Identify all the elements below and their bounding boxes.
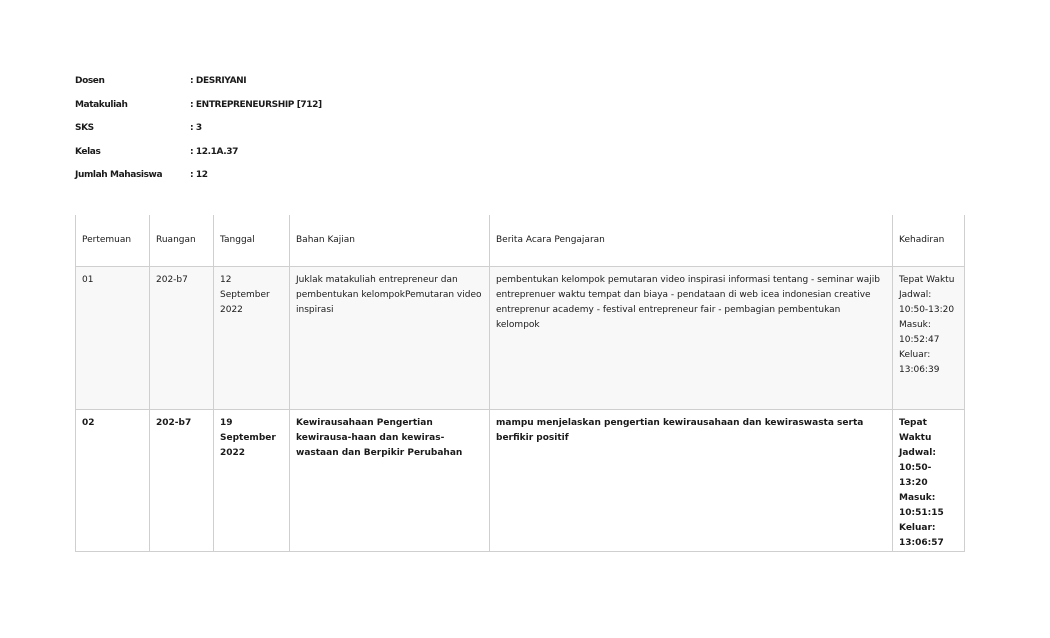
kelas-value: : 12.1A.37 — [190, 146, 239, 157]
header-berita-acara: Berita Acara Pengajaran — [490, 215, 893, 266]
header-kehadiran: Kehadiran — [893, 215, 965, 266]
kehadiran-status: Tepat Waktu — [899, 274, 955, 285]
cell-berita-acara: mampu menjelaskan pengertian kewirausahaan dan kewiraswasta serta berfikir positif — [490, 409, 893, 551]
header-bahan-kajian: Bahan Kajian — [290, 215, 490, 266]
attendance-table — [75, 215, 965, 552]
kehadiran-keluar: Keluar: 13:06:57 — [899, 522, 944, 548]
kehadiran-status: Tepat Waktu — [899, 417, 932, 443]
kehadiran-keluar: Keluar: 13:06:39 — [899, 349, 940, 375]
jumlah-mahasiswa-label: Jumlah Mahasiswa — [75, 170, 163, 180]
header-tanggal: Tanggal — [214, 215, 290, 266]
cell-tanggal: 19 September 2022 — [214, 409, 290, 551]
cell-bahan-kajian: Kewirausahaan Pengertian kewirausa-haan dan kewiras-wastaan dan Berpikir Perubahan — [290, 409, 490, 551]
table-row — [76, 266, 965, 409]
dosen-value: : DESRIYANI — [190, 76, 247, 86]
dosen-label: Dosen — [75, 76, 105, 86]
cell-pertemuan: 01 — [76, 266, 150, 409]
sks-value: : 3 — [190, 123, 202, 133]
cell-kehadiran — [893, 409, 965, 551]
cell-kehadiran — [893, 266, 965, 409]
cell-pertemuan: 02 — [76, 409, 150, 551]
matakuliah-value: : ENTREPRENEURSHIP [712] — [190, 99, 322, 110]
jumlah-mahasiswa-value: : 12 — [190, 170, 208, 180]
kehadiran-masuk: Masuk: 10:52:47 — [899, 319, 940, 345]
cell-ruangan: 202-b7 — [150, 266, 214, 409]
table-row — [76, 409, 965, 551]
kelas-label: Kelas — [75, 146, 101, 157]
kehadiran-masuk: Masuk: 10:51:15 — [899, 492, 944, 518]
kehadiran-jadwal: Jadwal: 10:50-13:20 — [899, 289, 955, 315]
cell-berita-acara: pembentukan kelompok pemutaran video inspirasi informasi tentang - seminar wajib entreprenuer waktu tempat dan biaya - pendataan di web icea indonesian creative entreprenur academy - festival entrepreneur fair - pembagian pembentukan kelompok — [490, 266, 893, 409]
table-header-row — [76, 215, 965, 266]
matakuliah-label: Matakuliah — [75, 99, 128, 110]
kehadiran-jadwal: Jadwal: 10:50-13:20 — [899, 447, 936, 488]
header-pertemuan: Pertemuan — [76, 215, 150, 266]
cell-ruangan: 202-b7 — [150, 409, 214, 551]
sks-label: SKS — [75, 123, 94, 133]
cell-bahan-kajian: Juklak matakuliah entrepreneur dan pembentukan kelompokPemutaran video inspirasi — [290, 266, 490, 409]
header-ruangan: Ruangan — [150, 215, 214, 266]
cell-tanggal: 12 September 2022 — [214, 266, 290, 409]
